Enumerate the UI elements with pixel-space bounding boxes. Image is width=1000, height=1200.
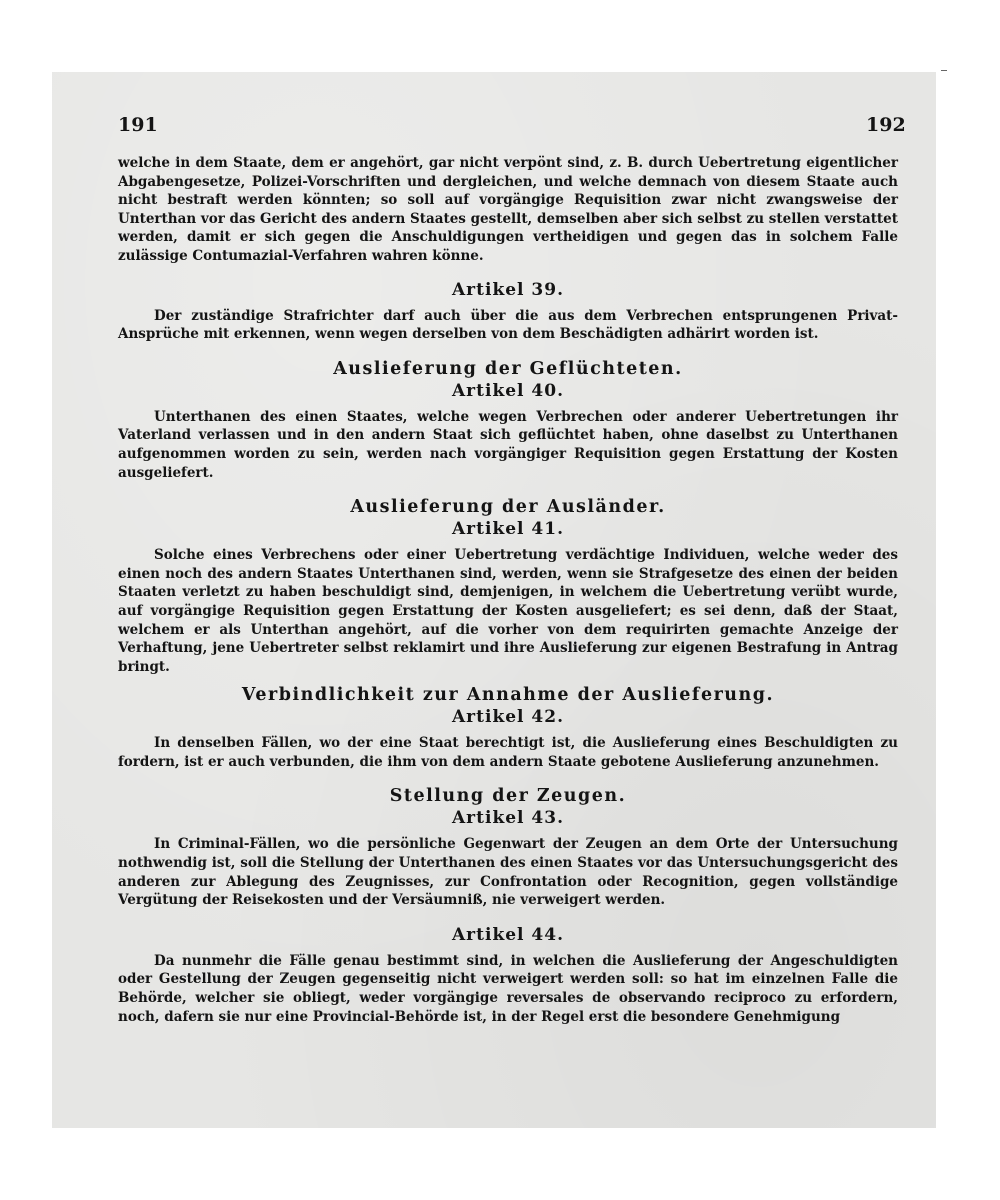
article-40-heading: Artikel 40. [451,380,564,401]
article-39-text: Der zuständige Strafrichter darf auch über die aus dem Verbrechen entsprungenen Privat-Ansprüche mit erkennen, wenn wegen derselben von dem Beschädigten adhärirt worden ist. [118,307,898,343]
article-42-heading: Artikel 42. [451,707,564,728]
article-42-text: In denselben Fällen, wo der eine Staat berechtigt ist, die Auslieferung eines Beschuldigten zu fordern, ist er auch verbunden, die ihm von dem andern Staate gebotene Auslieferung anzunehmen. [118,735,898,770]
article-41-text: Solche eines Verbrechens oder einer Uebertretung verdächtige Individuen, welche weder des einen noch des andern Staates Unterthanen sind, werden, wenn sie Strafgesetze des einen der beiden Staaten verletzt zu haben beschuldigt sind, demjenigen, in welchem die Uebertretung verübt wurde, auf vorgängige Requisition gegen Erstattung der Kosten ausgeliefert; es sei denn, daß der Staat, welchem er als Unterthan angehört, auf die vorher von dem requirirten gemachte Anzeige der Verhaftung, jene Uebertreter selbst reklamirt und ihre Auslieferung zur eigenen Bestrafung in Antrag bringt. [118,547,898,675]
article-43-text: In Criminal-Fällen, wo die persönliche Gegenwart der Zeugen an dem Orte der Untersuchung nothwendig ist, soll die Stellung der Unterthanen des einen Staates vor das Untersuchungsgericht des anderen zur Ablegung des Zeugnisses, zur Confrontation oder Recognition, gegen vollständige Vergütung der Reisekosten und der Versäumniß, nie verweigert werden. [118,836,898,909]
section-heading-auslaender: Auslieferung der Ausländer. [350,497,666,518]
article-40-text: Unterthanen des einen Staates, welche wegen Verbrechen oder anderer Uebertretungen ihr Vaterland verlassen und in den andern Staat sich geflüchtet haben, ohne daselbst zu Unterthanen aufgenommen worden zu sein, werden nach vorgängiger Requisition gegen Erstattung der Kosten ausgeliefert. [118,408,898,481]
paragraph-continuation: welche in dem Staate, dem er angehört, gar nicht verpönt sind, z. B. durch Uebertretung eigentlicher Abgabengesetze, Polizei-Vorschriften und dergleichen, und welche demnach von diesem Staate auch nicht bestraft werden könnten; so soll auf vorgängige Requisition zwar nicht zwangsweise der Unterthan vor das Gericht des andern Staates gestellt, demselben aber sich selbst zu stellen verstattet werden, damit er sich gegen die Anschuldigungen vertheidigen und gegen das in solchem Falle zulässige Contumazial-Verfahren wahren könne. [118,155,898,264]
scan-edge-mark [941,70,947,71]
article-44-heading: Artikel 44. [451,924,564,945]
page-number-right: 192 [866,114,906,136]
section-heading-zeugen: Stellung der Zeugen. [389,786,627,807]
page-body [118,154,898,1026]
article-43-heading: Artikel 43. [451,808,564,829]
article-41-heading: Artikel 41. [451,519,564,540]
section-heading-gefluechtete: Auslieferung der Geflüchteten. [333,358,683,379]
article-39-heading: Artikel 39. [451,279,564,300]
article-44-text: Da nunmehr die Fälle genau bestimmt sind, in welchen die Auslieferung der Angeschuldigten oder Gestellung der Zeugen gegenseitig nicht verweigert werden soll: so hat im einzelnen Falle die Behörde, welcher sie obliegt, weder vorgängige reversales de observando reciproco zu erfordern, noch, dafern sie nur eine Provincial-Behörde ist, in der Regel erst die besondere Genehmigung [118,952,898,1025]
page-number-left: 191 [118,114,158,136]
section-heading-annahme: Verbindlichkeit zur Annahme der Auslieferung. [241,685,775,706]
